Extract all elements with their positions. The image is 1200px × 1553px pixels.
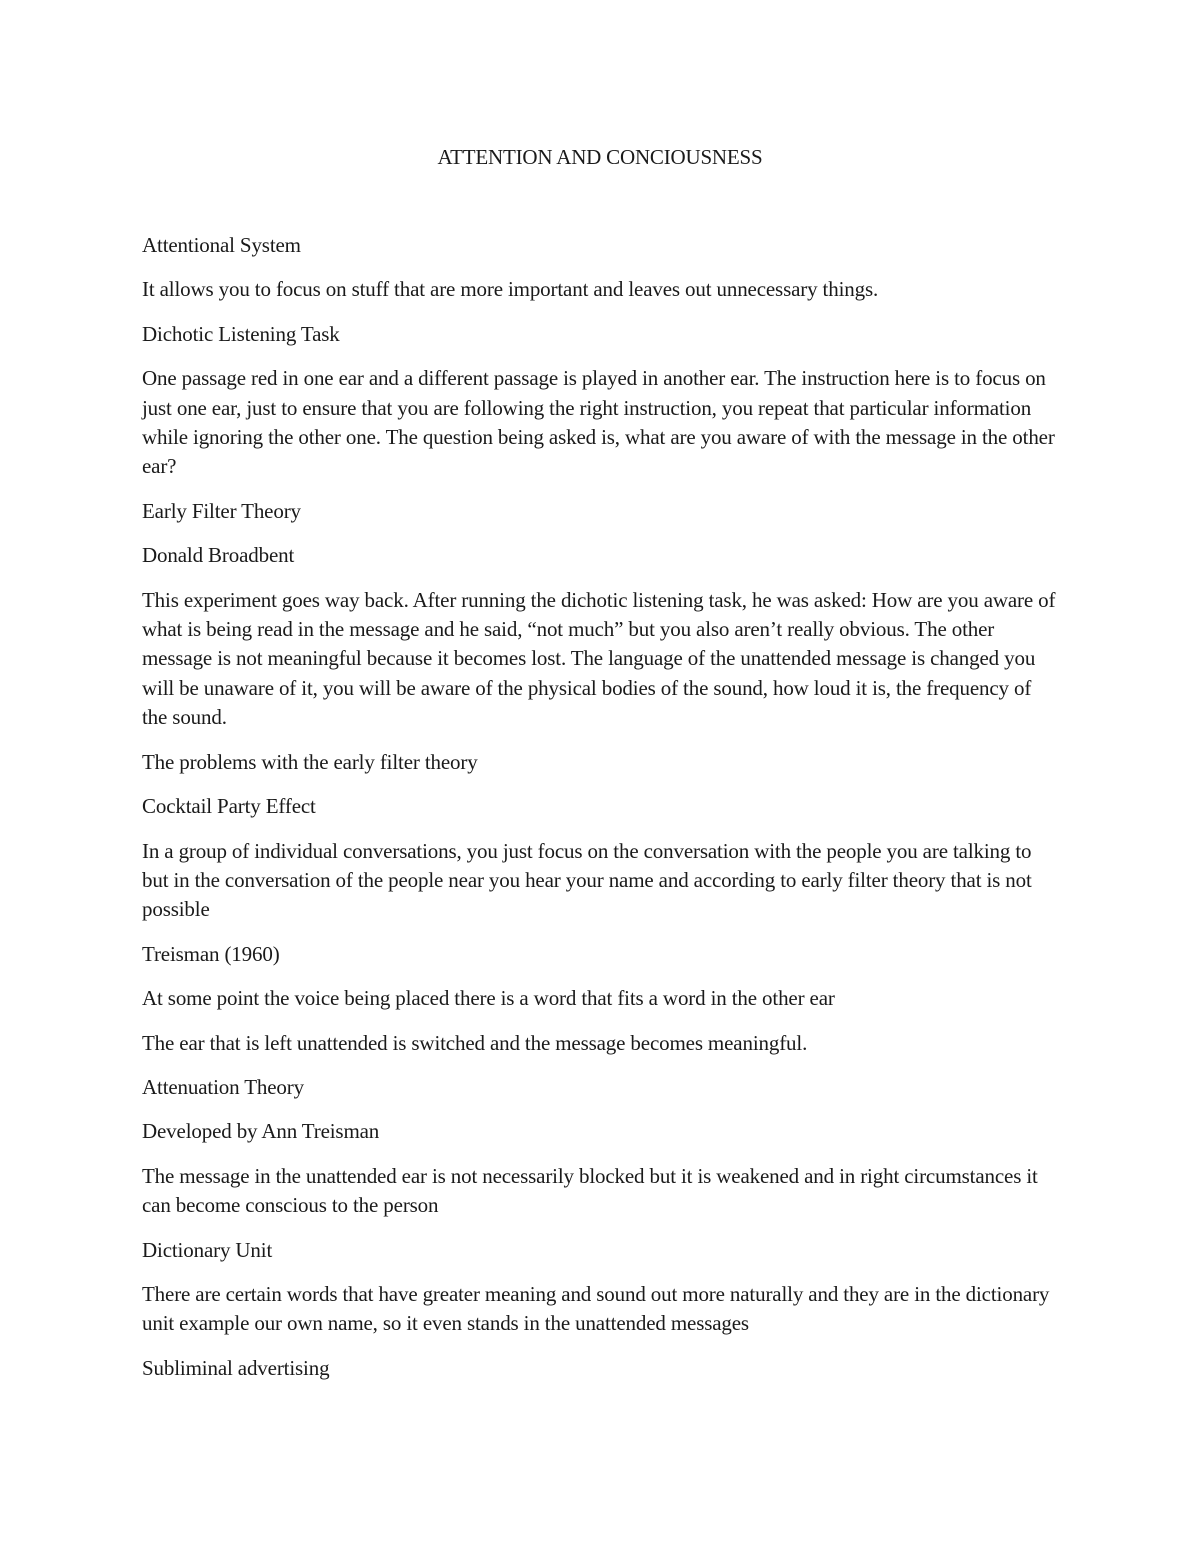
- section-heading: Donald Broadbent: [142, 543, 295, 568]
- section-heading: Dictionary Unit: [142, 1237, 273, 1262]
- section-heading: Cocktail Party Effect: [142, 794, 316, 819]
- paragraph: The message in the unattended ear is not necessarily blocked but it is weakened and in right circumstances it can become conscious to the person: [142, 1163, 1038, 1218]
- paragraph: One passage red in one ear and a different passage is played in another ear. The instruction here is to focus on just one ear, just to ensure that you are following the right instruction, you repeat that particular information while ignoring the other one. The question being asked is, what are you aware of with the message in the other ear?: [142, 366, 1055, 479]
- paragraph: At some point the voice being placed there is a word that fits a word in the other ear: [142, 986, 835, 1011]
- paragraph: This experiment goes way back. After running the dichotic listening task, he was asked: How are you aware of what is being read in the message and he said, “not much” but you also aren’t really obvious. The other message is not meaningful because it becomes lost. The language of the unattended message is changed you will be unaware of it, you will be aware of the physical bodies of the sound, how loud it is, the frequency of the sound.: [142, 587, 1056, 730]
- section-heading: Early Filter Theory: [142, 498, 301, 523]
- section-heading: Subliminal advertising: [142, 1355, 330, 1380]
- paragraph: There are certain words that have greater meaning and sound out more naturally and they are in the dictionary unit example our own name, so it even stands in the unattended messages: [142, 1281, 1050, 1336]
- section-heading: Attentional System: [142, 233, 301, 257]
- section-heading: Dichotic Listening Task: [142, 321, 340, 346]
- section-heading: The problems with the early filter theory: [142, 749, 478, 774]
- section-heading: Treisman (1960): [142, 941, 280, 966]
- paragraph: The ear that is left unattended is switched and the message becomes meaningful.: [142, 1030, 808, 1055]
- section-heading: Attenuation Theory: [142, 1074, 304, 1099]
- document-title: ATTENTION AND CONCIOUSNESS: [437, 145, 763, 169]
- paragraph: In a group of individual conversations, you just focus on the conversation with the people you are talking to but in the conversation of the people near you hear your name and according to early filter theory that is not possible: [142, 838, 1032, 922]
- section-heading: Developed by Ann Treisman: [142, 1119, 380, 1144]
- paragraph: It allows you to focus on stuff that are more important and leaves out unnecessary things.: [142, 277, 879, 302]
- document-body: [142, 231, 1057, 1398]
